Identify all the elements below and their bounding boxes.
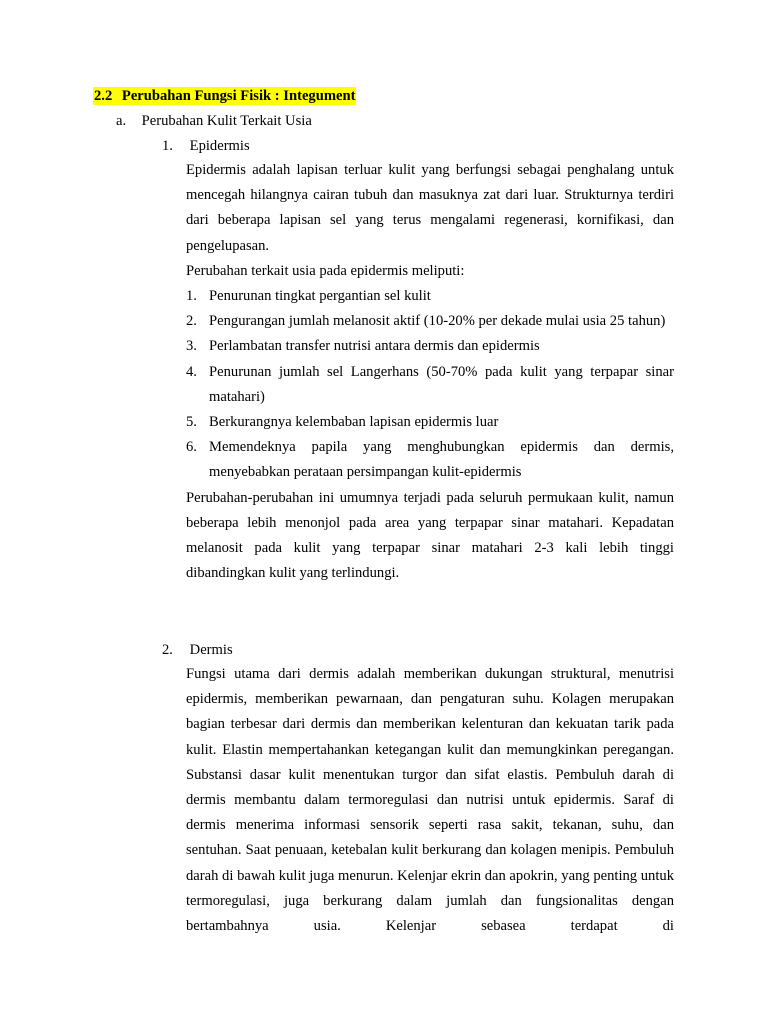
epidermis-section-body	[186, 158, 674, 586]
list-item-text: Penurunan tingkat pergantian sel kulit	[209, 288, 431, 305]
list-item	[186, 284, 674, 309]
list-item	[186, 360, 674, 410]
section-heading	[93, 87, 356, 105]
dermis-heading	[162, 640, 233, 660]
list-item-text: Memendeknya papila yang menghubungkan epidermis dan dermis, menyebabkan perataan persimpangan kulit-epidermis	[209, 439, 674, 481]
dermis-section-body	[186, 662, 674, 939]
list-item-text: Berkurangnya kelembaban lapisan epidermis luar	[209, 414, 499, 431]
list-item-number: 1.	[186, 288, 197, 305]
list-item	[186, 334, 674, 359]
section-number: 2.2	[94, 88, 113, 104]
list-item-number: 6.	[186, 439, 197, 456]
subsection-heading	[116, 111, 312, 131]
section-title: Perubahan Fungsi Fisik : Integument	[121, 88, 356, 104]
epidermis-intro-paragraph: Epidermis adalah lapisan terluar kulit yang berfungsi sebagai penghalang untuk mencegah hilangnya cairan tubuh dan masuknya zat dari luar. Strukturnya terdiri dari beberapa lapisan sel yang terus mengalami regenerasi, kornifikasi, dan pengelupasan.	[186, 162, 674, 254]
epidermis-list-intro: Perubahan terkait usia pada epidermis meliputi:	[186, 262, 465, 279]
list-item	[186, 410, 674, 435]
list-item-text: Perlambatan transfer nutrisi antara dermis dan epidermis	[209, 338, 540, 355]
dermis-title: Dermis	[189, 642, 233, 658]
epidermis-changes-list	[186, 284, 674, 486]
subsection-title: Perubahan Kulit Terkait Usia	[141, 113, 312, 129]
subsection-marker: a.	[116, 113, 127, 129]
epidermis-closing-paragraph: Perubahan-perubahan ini umumnya terjadi pada seluruh permukaan kulit, namun beberapa lebih menonjol pada area yang terpapar sinar matahari. Kepadatan melanosit pada kulit yang terpapar sinar matahari 2-3 kali lebih tinggi dibandingkan kulit yang terlindungi.	[186, 489, 674, 582]
epidermis-heading	[162, 136, 250, 156]
list-item-number: 5.	[186, 414, 197, 431]
list-item	[186, 309, 674, 334]
list-item-text: Penurunan jumlah sel Langerhans (50-70% pada kulit yang terpapar sinar matahari)	[209, 363, 674, 405]
dermis-marker: 2.	[162, 642, 173, 658]
list-item-number: 2.	[186, 313, 197, 330]
epidermis-marker: 1.	[162, 138, 173, 154]
list-item-number: 4.	[186, 363, 197, 380]
list-item	[186, 435, 674, 485]
list-item-text: Pengurangan jumlah melanosit aktif (10-20% per dekade mulai usia 25 tahun)	[209, 313, 666, 330]
dermis-paragraph: Fungsi utama dari dermis adalah memberikan dukungan struktural, menutrisi epidermis, memberikan pewarnaan, dan pengaturan suhu. Kolagen merupakan bagian terbesar dari dermis dan memberikan kelenturan dan kekuatan tarik pada kulit. Elastin mempertahankan ketegangan kulit dan memungkinkan peregangan. Substansi dasar kulit menentukan turgor dan sifat elastis. Pembuluh darah di dermis membantu dalam termoregulasi dan nutrisi untuk epidermis. Saraf di dermis menerima informasi sensorik seperti rasa sakit, tekanan, suhu, dan sentuhan. Saat penuaan, ketebalan kulit berkurang dan kolagen menipis. Pembuluh darah di bawah kulit juga menurun. Kelenjar ekrin dan apokrin, yang penting untuk termoregulasi, juga berkurang dalam jumlah dan fungsionalitas dengan bertambahnya usia. Kelenjar sebasea terdapat di	[186, 666, 674, 935]
epidermis-title: Epidermis	[189, 138, 250, 154]
list-item-number: 3.	[186, 338, 197, 355]
